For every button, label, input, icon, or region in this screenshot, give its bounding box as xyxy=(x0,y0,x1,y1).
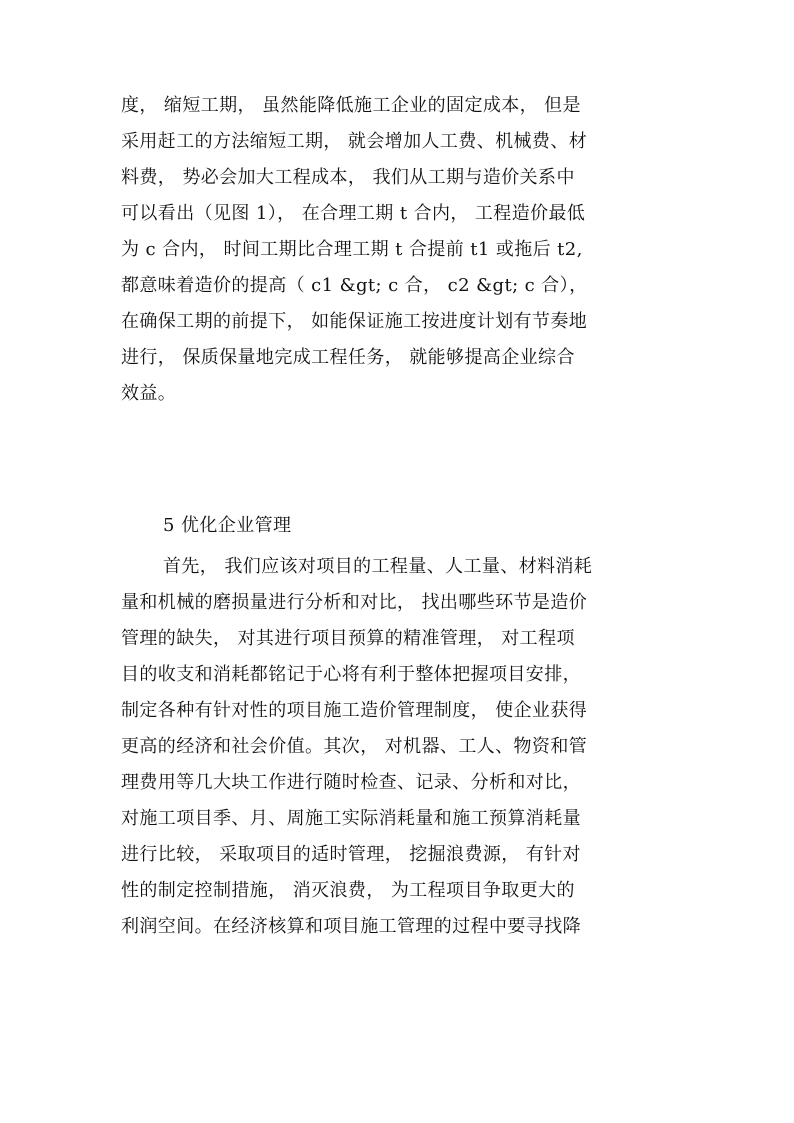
text-line: 都意味着造价的提高（ c1 &gt; c 合， c2 &gt; c 合）， xyxy=(121,275,588,296)
text-line: 更高的经济和社会价值。其次， 对机器、工人、物资和管 xyxy=(121,736,588,757)
text-line: 可以看出（见图 1）， 在合理工期 t 合内， 工程造价最低 xyxy=(121,203,586,224)
paragraph-management xyxy=(121,549,681,945)
text-line: 利润空间。在经济核算和项目施工管理的过程中要寻找降 xyxy=(121,916,581,937)
text-line: 理费用等几大块工作进行随时检查、记录、分析和对比， xyxy=(121,772,581,793)
paragraph-cost-schedule xyxy=(121,88,681,412)
text-line: 量和机械的磨损量进行分析和对比， 找出哪些环节是造价 xyxy=(121,592,588,613)
text-line: 管理的缺失， 对其进行项目预算的精准管理， 对工程项 xyxy=(121,628,575,649)
text-line: 对施工项目季、月、周施工实际消耗量和施工预算消耗量 xyxy=(121,808,581,829)
text-line: 在确保工期的前提下， 如能保证施工按进度计划有节奏地 xyxy=(121,311,588,332)
section-heading-container xyxy=(163,508,683,544)
text-line: 首先， 我们应该对项目的工程量、人工量、材料消耗 xyxy=(163,556,593,577)
text-line: 采用赶工的方法缩短工期， 就会增加人工费、机械费、材 xyxy=(121,131,588,152)
text-line: 进行， 保质保量地完成工程任务， 就能够提高企业综合 xyxy=(121,347,575,368)
text-line: 效益。 xyxy=(121,383,177,404)
text-line: 性的制定控制措施， 消灭浪费， 为工程项目争取更大的 xyxy=(121,880,575,901)
text-line: 为 c 合内， 时间工期比合理工期 t 合提前 t1 或拖后 t2, xyxy=(121,239,583,260)
section-heading: 5 优化企业管理 xyxy=(163,515,292,536)
text-line: 目的收支和消耗都铭记于心将有利于整体把握项目安排， xyxy=(121,664,581,685)
text-line: 料费， 势必会加大工程成本， 我们从工期与造价关系中 xyxy=(121,167,575,188)
text-line: 进行比较， 采取项目的适时管理， 挖掘浪费源， 有针对 xyxy=(121,844,581,865)
text-line: 制定各种有针对性的项目施工造价管理制度， 使企业获得 xyxy=(121,700,588,721)
text-line: 度， 缩短工期， 虽然能降低施工企业的固定成本， 但是 xyxy=(121,95,581,116)
